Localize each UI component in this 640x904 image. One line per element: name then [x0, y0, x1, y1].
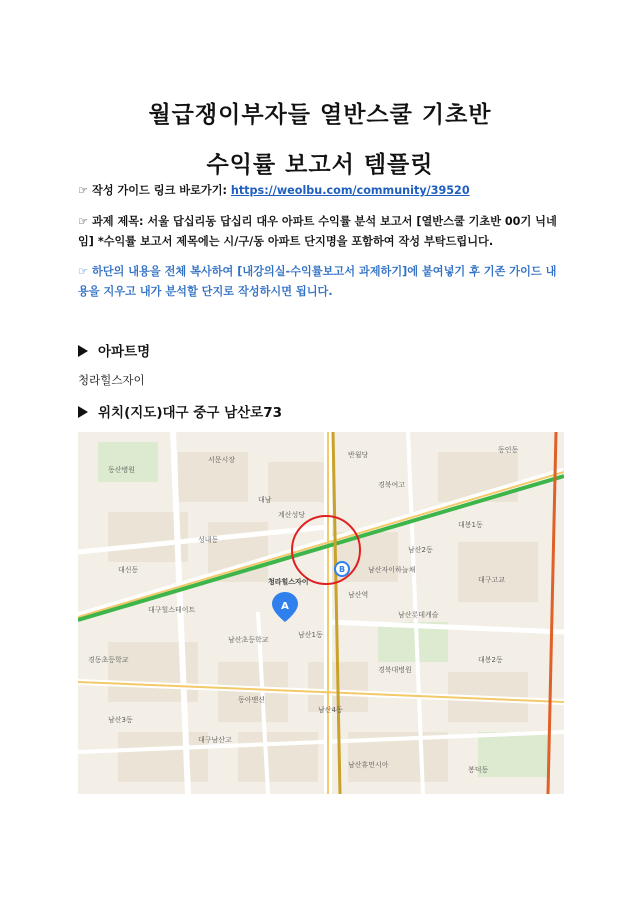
apartment-name: 청라힐스자이: [78, 373, 145, 387]
map-label: 남산휴먼시아: [348, 761, 389, 769]
guide-link[interactable]: https://weolbu.com/community/39520: [230, 184, 470, 197]
map-label: 남산1동: [298, 631, 323, 639]
section-location-heading: [78, 401, 282, 421]
section-location-label: 위치(지도)대구 중구 남산로73: [98, 405, 282, 421]
map-label: 대구힐스테이트: [148, 606, 196, 614]
map-label: 반월당: [348, 451, 369, 459]
map-label: 봉덕동: [468, 766, 489, 774]
map-label: 남산3동: [108, 716, 133, 724]
map-label: 남산2동: [408, 546, 433, 554]
map-label: 남산롯데캐슬: [398, 611, 439, 619]
map-label: 경북대병원: [378, 666, 412, 674]
map-label: 경동초등학교: [88, 656, 129, 664]
pointing-hand-icon: ☞: [78, 184, 89, 197]
marker-b-label: B: [338, 565, 346, 574]
section-apartment-heading: [78, 340, 150, 360]
map-label: 동아맨션: [238, 696, 266, 704]
pointing-hand-icon: ☞: [78, 265, 89, 278]
map-label: 대남: [258, 496, 272, 504]
guide-line: [78, 181, 564, 201]
map-label: 남산역: [348, 591, 369, 599]
marker-b[interactable]: [335, 562, 349, 576]
map-label: 대봉2동: [478, 656, 503, 664]
pointing-hand-icon: ☞: [78, 215, 89, 228]
map-label: 성내동: [198, 536, 219, 544]
park-area: [98, 442, 158, 482]
map-canvas: [78, 432, 564, 794]
map-label: 대신동: [118, 566, 139, 574]
section-apartment-label: 아파트명: [98, 344, 151, 360]
map-label: 동산병원: [108, 466, 136, 474]
map-label: 서문시장: [208, 456, 236, 464]
map-label: 남산4동: [318, 706, 343, 714]
page-subtitle: 수익률 보고서 템플릿: [206, 152, 434, 178]
page-title: 월급쟁이부자들 열반스쿨 기초반: [148, 102, 492, 128]
triangle-bullet-icon: [78, 406, 88, 418]
guide-label: 작성 가이드 링크 바로가기:: [91, 184, 231, 197]
assignment-paragraph: [78, 212, 564, 252]
park-area: [478, 732, 548, 777]
triangle-bullet-icon: [78, 345, 88, 357]
location-map[interactable]: [78, 432, 564, 794]
map-label: 경북여고: [378, 481, 406, 489]
marker-a-label: A: [281, 601, 289, 612]
map-label: 남산자이하늘채: [368, 566, 416, 574]
instruction-text: 하단의 내용을 전체 복사하여 [내강의실-수익률보고서 과제하기]에 붙여넣기 후 기존 가이드 내용을 지우고 내가 분석할 단지로 작성하시면 됩니다.: [78, 265, 557, 298]
map-label: 남산초등학교: [228, 636, 269, 644]
instruction-paragraph: [78, 262, 564, 302]
map-label: 청라힐스자이: [268, 578, 309, 586]
map-label: 대봉1동: [458, 521, 483, 529]
map-label: 대구남산고: [198, 736, 232, 744]
map-label: 대구고교: [478, 576, 506, 584]
map-label: 계산성당: [278, 511, 306, 519]
map-label: 동인동: [498, 446, 519, 454]
assignment-text: 과제 제목: 서울 답십리동 답십리 대우 아파트 수익률 분석 보고서 [열반스쿨 기초반 00기 닉네임] *수익률 보고서 제목에는 시/구/동 아파트 단지명을 포함하여 작성 부탁드립니다.: [78, 215, 557, 248]
